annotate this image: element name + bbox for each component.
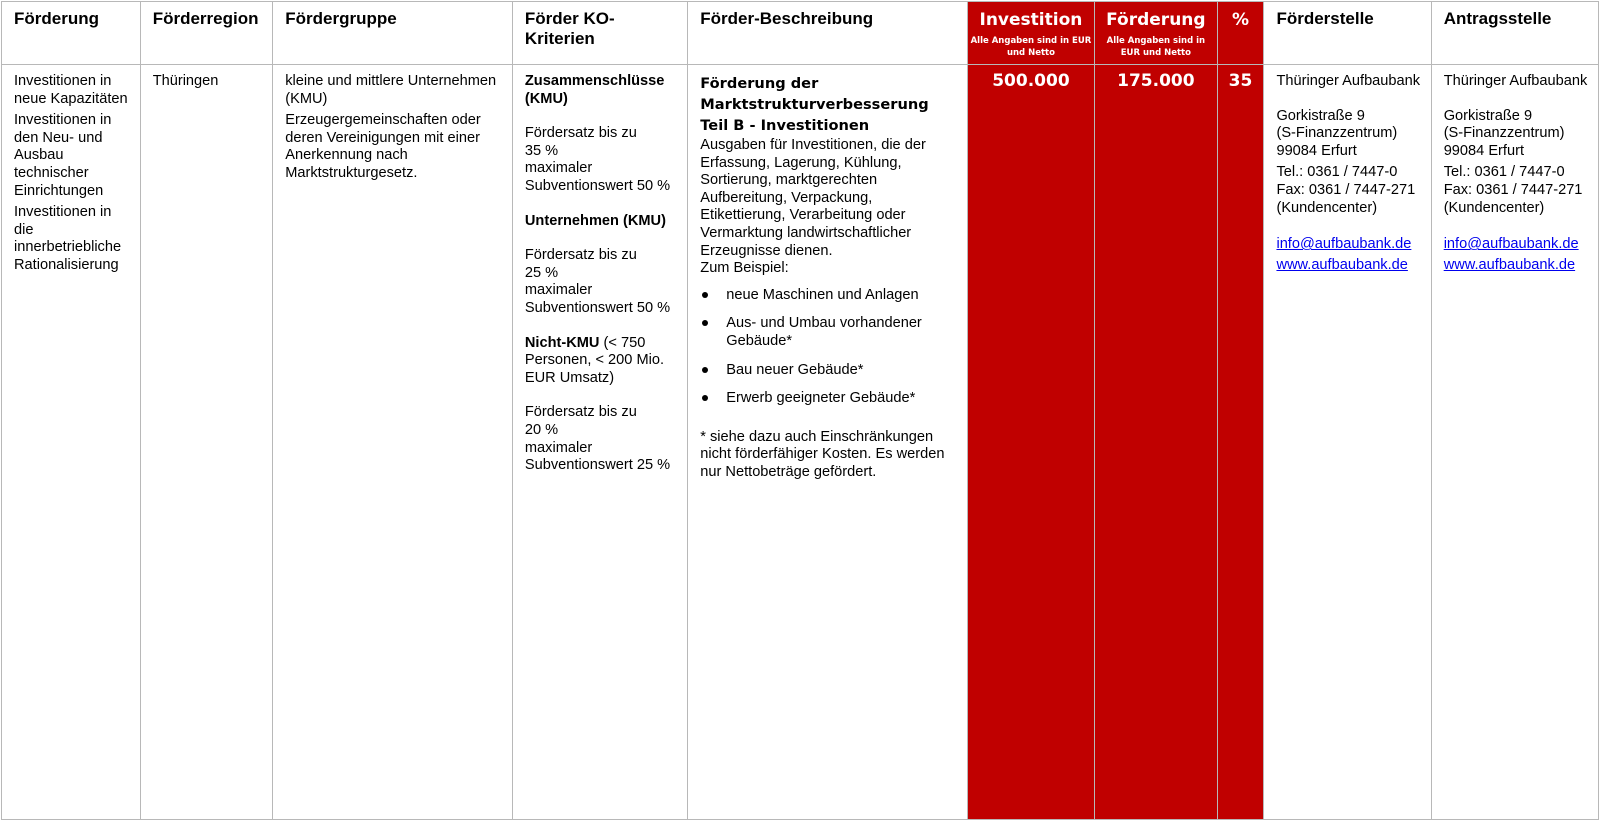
bullet-text: Aus- und Umbau vorhandener Gebäude* bbox=[726, 315, 922, 349]
website-link[interactable]: www.aufbaubank.de bbox=[1276, 257, 1408, 274]
beschreibung-title: Förderung der Marktstrukturverbesserung Teil B - Investitionen bbox=[700, 75, 929, 134]
cell-foerderung bbox=[2, 65, 141, 820]
ko-max: maximaler Subventionswert 50 % bbox=[524, 160, 671, 194]
cell-investition: 500.000 bbox=[967, 65, 1094, 820]
bullet-icon bbox=[702, 292, 708, 298]
contact-building: (S-Finanzzentrum) bbox=[1443, 125, 1565, 142]
table-row bbox=[2, 65, 1599, 820]
header-investition-label: Investition bbox=[979, 10, 1083, 30]
header-foerderung: Förderung bbox=[2, 2, 141, 65]
contact-name: Thüringer Aufbaubank bbox=[1443, 73, 1588, 89]
cell-foerderstelle bbox=[1264, 65, 1431, 820]
header-foerderung-note: Alle Angaben sind in EUR und Netto bbox=[1106, 36, 1206, 58]
header-foerderung-amount bbox=[1095, 2, 1217, 65]
ko-rate: Fördersatz bis zu bbox=[524, 404, 637, 421]
header-beschreibung: Förder-Beschreibung bbox=[688, 2, 967, 65]
cell-beschreibung bbox=[688, 65, 967, 820]
gruppe-item: Erzeugergemeinschaften oder deren Vereinigungen mit einer Anerkennung nach Marktstrukturgesetz. bbox=[285, 112, 481, 181]
contact-name: Thüringer Aufbaubank bbox=[1276, 73, 1421, 89]
list-item bbox=[700, 287, 958, 305]
bullet-text: Bau neuer Gebäude* bbox=[726, 361, 864, 378]
cell-antragsstelle bbox=[1431, 65, 1598, 820]
beschreibung-bullets bbox=[700, 287, 958, 408]
contact-building: (S-Finanzzentrum) bbox=[1276, 125, 1398, 142]
ko-max: maximaler Subventionswert 25 % bbox=[524, 439, 671, 474]
ko-group-nonkmu bbox=[525, 335, 679, 388]
bullet-icon bbox=[702, 367, 708, 373]
ko-group-title: Unternehmen (KMU) bbox=[524, 212, 666, 229]
contact-tel: Tel.: 0361 / 7447-0 bbox=[1276, 164, 1398, 181]
beschreibung-example: Zum Beispiel: bbox=[700, 260, 789, 277]
ko-percent: 20 % bbox=[524, 421, 559, 438]
ko-group-title: Nicht-KMU bbox=[524, 334, 600, 351]
ko-rate: Fördersatz bis zu bbox=[524, 125, 637, 142]
cell-region bbox=[140, 65, 273, 820]
ko-percent: 35 % bbox=[524, 142, 559, 159]
header-foerderstelle: Förderstelle bbox=[1264, 2, 1431, 65]
foerderung-item: Investitionen in den Neu- und Ausbau technischer Einrichtungen bbox=[14, 112, 112, 199]
contact-street: Gorkistraße 9 bbox=[1276, 107, 1365, 124]
bullet-text: Erwerb geeigneter Gebäude* bbox=[726, 390, 916, 407]
bullet-text: neue Maschinen und Anlagen bbox=[726, 286, 919, 303]
header-row bbox=[2, 2, 1599, 65]
foerderung-item: Investitionen in neue Kapazitäten bbox=[14, 73, 128, 107]
ko-group-title: Zusammenschlüsse (KMU) bbox=[524, 73, 665, 107]
cell-gruppe bbox=[273, 65, 513, 820]
contact-fax: Fax: 0361 / 7447-271 (Kundencenter) bbox=[1443, 181, 1583, 216]
beschreibung-text: Ausgaben für Investitionen, die der Erfassung, Lagerung, Kühlung, Sortierung, marktgerechten Aufbereitung, Verpackung, Etikettierung, Verarbeitung oder Vermarktung landwirtschaftlicher Erzeugnisse dienen. bbox=[700, 137, 926, 259]
email-link[interactable]: info@aufbaubank.de bbox=[1276, 236, 1412, 253]
contact-street: Gorkistraße 9 bbox=[1443, 107, 1533, 124]
header-gruppe: Fördergruppe bbox=[273, 2, 513, 65]
region-value: Thüringen bbox=[152, 73, 219, 89]
cell-foerderung-amount: 175.000 bbox=[1095, 65, 1217, 820]
bullet-icon bbox=[702, 320, 708, 326]
ko-rate: Fördersatz bis zu bbox=[524, 247, 637, 264]
contact-city: 99084 Erfurt bbox=[1443, 142, 1525, 159]
gruppe-item: kleine und mittlere Unternehmen (KMU) bbox=[285, 73, 497, 107]
header-investition-note: Alle Angaben sind in EUR und Netto bbox=[970, 36, 1092, 58]
list-item bbox=[700, 362, 958, 380]
header-prozent: % bbox=[1217, 2, 1264, 65]
header-region: Förderregion bbox=[140, 2, 273, 65]
header-investition bbox=[967, 2, 1094, 65]
header-foerderung-label: Förderung bbox=[1106, 10, 1206, 30]
bullet-icon bbox=[702, 395, 708, 401]
header-ko-kriterien: Förder KO-Kriterien bbox=[512, 2, 687, 65]
cell-prozent: 35 bbox=[1217, 65, 1264, 820]
beschreibung-note: * siehe dazu auch Einschränkungen nicht förderfähiger Kosten. Es werden nur Nettobeträge gefördert. bbox=[700, 428, 945, 480]
website-link[interactable]: www.aufbaubank.de bbox=[1443, 257, 1576, 274]
contact-tel: Tel.: 0361 / 7447-0 bbox=[1443, 164, 1565, 181]
list-item bbox=[700, 315, 958, 350]
ko-percent: 25 % bbox=[524, 264, 559, 281]
funding-table bbox=[1, 1, 1599, 820]
contact-fax: Fax: 0361 / 7447-271 (Kundencenter) bbox=[1276, 181, 1416, 216]
ko-max: maximaler Subventionswert 50 % bbox=[524, 282, 671, 316]
contact-city: 99084 Erfurt bbox=[1276, 142, 1357, 159]
email-link[interactable]: info@aufbaubank.de bbox=[1443, 236, 1579, 253]
foerderung-item: Investitionen in die innerbetriebliche Rationalisierung bbox=[14, 204, 122, 273]
list-item bbox=[700, 390, 958, 408]
cell-ko-kriterien bbox=[512, 65, 687, 820]
header-antragsstelle: Antragsstelle bbox=[1431, 2, 1598, 65]
ko-group-detail: (< 750 Personen, < 200 Mio. EUR Umsatz) bbox=[524, 334, 665, 386]
